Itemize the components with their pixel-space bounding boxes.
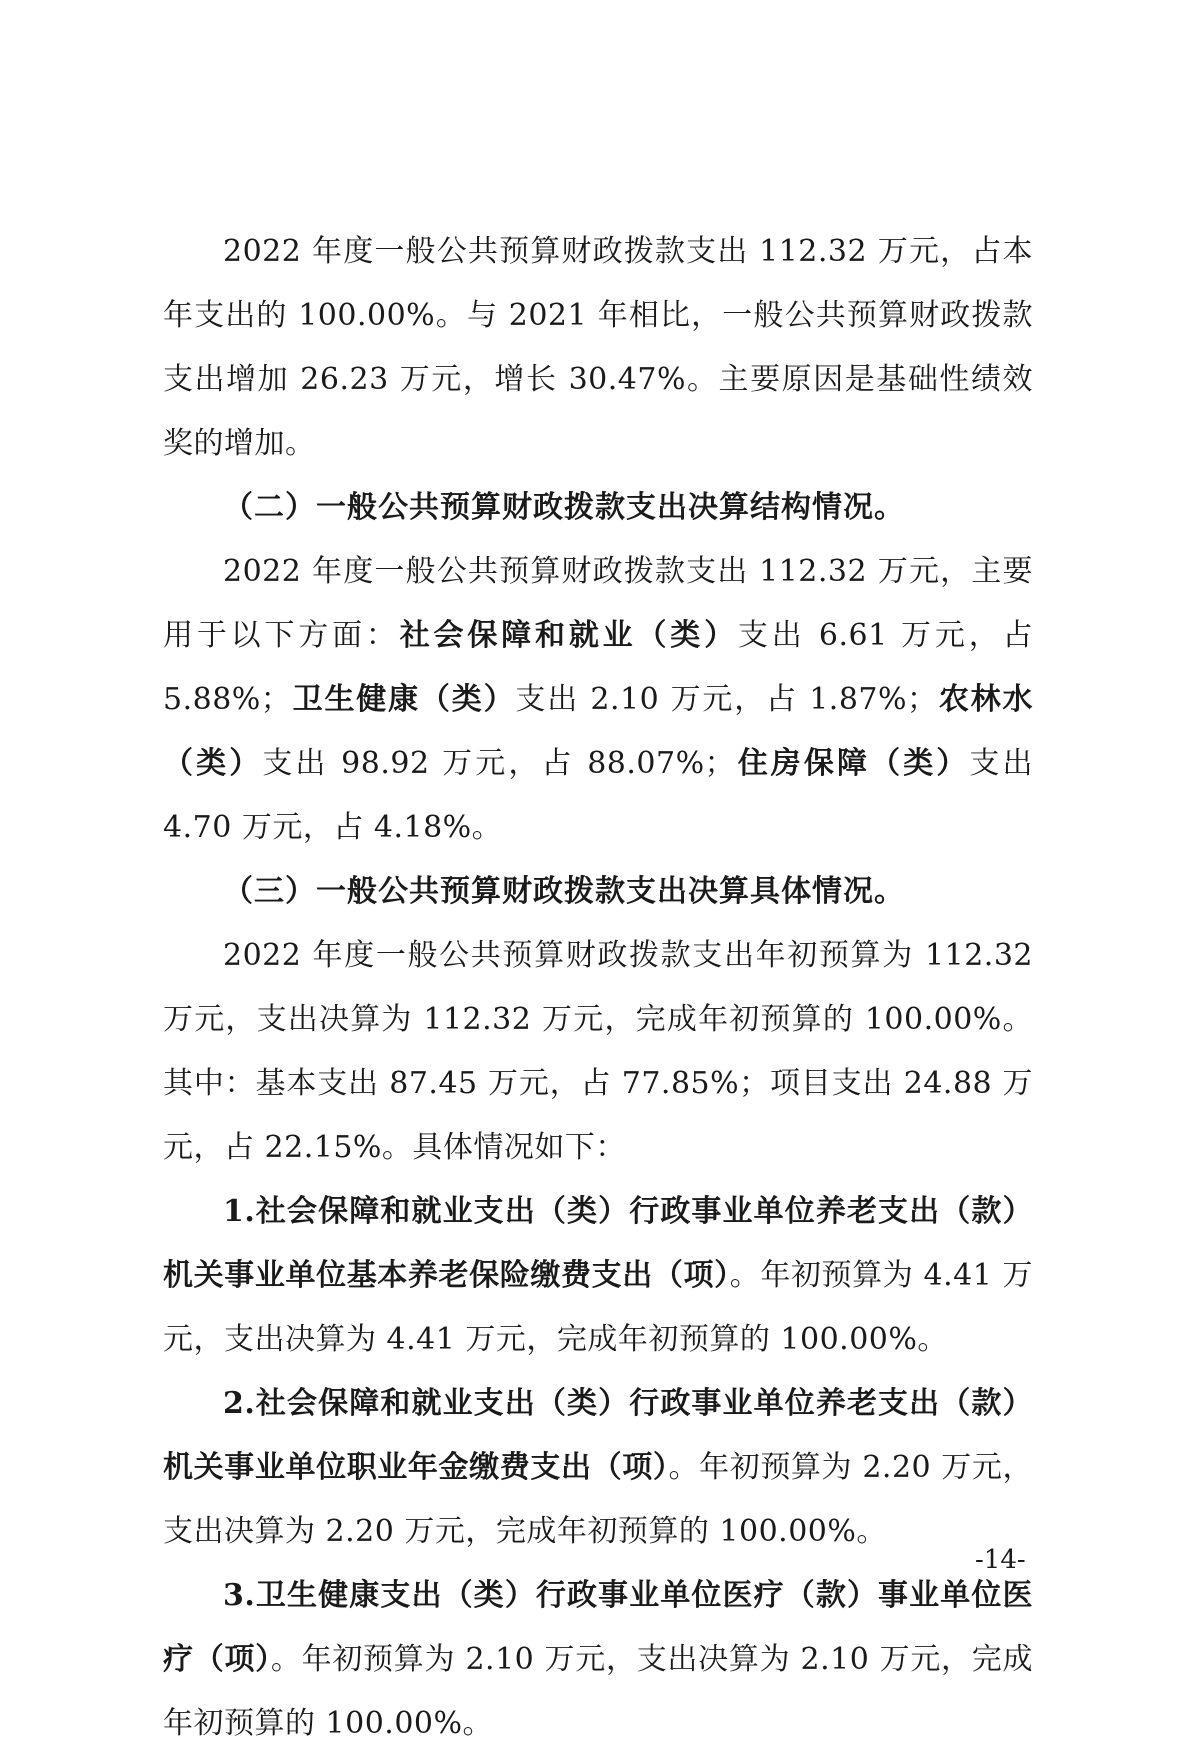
list-item-2-title: 2.社会保障和就业支出（类）行政事业单位养老支出（款）机关事业单位职业年金缴费支出（项） (163, 1386, 1033, 1485)
list-item-1-title: 1.社会保障和就业支出（类）行政事业单位养老支出（款）机关事业单位基本养老保险缴费支出（项） (163, 1194, 1033, 1293)
category-agriculture-amount: 支出 98.92 万元，占 88.07%； (262, 746, 736, 781)
category-agriculture: 农林水（类） (163, 682, 1034, 781)
list-item-3-text: 。年初预算为 2.10 万元，支出决算为 2.10 万元，完成年初预算的 100.00%。 (163, 1642, 1033, 1741)
category-social-security: 社会保障和就业（类） (399, 618, 738, 653)
category-housing-amount: 支出 4.70 万元，占 4.18%。 (163, 746, 1034, 845)
category-health: 卫生健康（类） (291, 682, 516, 717)
paragraph-expenditure-summary: 2022 年度一般公共预算财政拨款支出 112.32 万元，占本年支出的 100.00%。与 2021 年相比，一般公共预算财政拨款支出增加 26.23 万元，增长 30.47%。主要原因是基础性绩效奖的增加。 (163, 234, 1033, 461)
list-item-3-title: 3.卫生健康支出（类）行政事业单位医疗（款）事业单位医疗（项） (163, 1578, 1033, 1677)
list-item-2 (163, 1372, 1033, 1564)
category-housing: 住房保障（类） (735, 746, 970, 781)
page-number: -14- (975, 1545, 1026, 1575)
structure-intro: 2022 年度一般公共预算财政拨款支出 112.32 万元，主要用于以下方面： (163, 554, 1033, 653)
list-item-1 (163, 1180, 1033, 1372)
list-item-1-text: 。年初预算为 4.41 万元，支出决算为 4.41 万元，完成年初预算的 100.00%。 (163, 1258, 1033, 1357)
category-social-security-amount: 支出 6.61 万元，占 5.88%； (163, 618, 1034, 717)
section-heading-structure: （二）一般公共预算财政拨款支出决算结构情况。 (223, 490, 905, 525)
paragraph-budget-details: 2022 年度一般公共预算财政拨款支出年初预算为 112.32 万元，支出决算为 112.32 万元，完成年初预算的 100.00%。其中：基本支出 87.45 万元，占 77.85%；项目支出 24.88 万元，占 22.15%。具体情况如下： (163, 938, 1033, 1165)
document-body (163, 220, 1033, 1756)
paragraph-expenditure-structure (163, 540, 1033, 860)
section-heading-details: （三）一般公共预算财政拨款支出决算具体情况。 (223, 874, 905, 909)
category-health-amount: 支出 2.10 万元，占 1.87%； (515, 682, 938, 717)
list-item-3 (163, 1564, 1033, 1756)
list-item-2-text: 。年初预算为 2.20 万元，支出决算为 2.20 万元，完成年初预算的 100.00%。 (163, 1450, 1033, 1549)
